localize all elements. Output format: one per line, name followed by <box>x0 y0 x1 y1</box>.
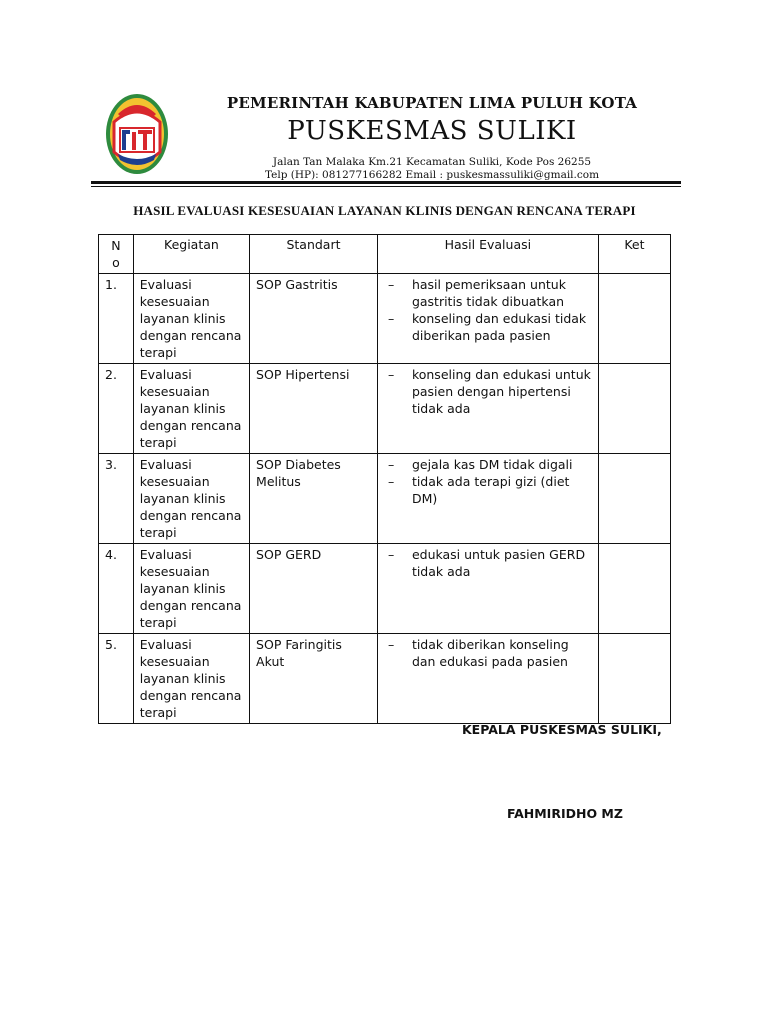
document-title: HASIL EVALUASI KESESUAIAN LAYANAN KLINIS DENGAN RENCANA TERAPI <box>133 203 636 218</box>
row-no: 4. <box>99 544 134 634</box>
address-line-2: Telp (HP): 081277166282 Email : puskesmassuliki@gmail.com <box>264 169 600 181</box>
table-row <box>99 544 671 634</box>
bullet-dash: – <box>387 547 395 562</box>
row-hasil <box>377 274 598 364</box>
evaluation-table <box>98 234 671 724</box>
table-row <box>99 364 671 454</box>
row-standart: SOP Diabetes Melitus <box>250 454 378 544</box>
letterhead <box>200 94 664 182</box>
row-ket <box>598 544 670 634</box>
row-hasil <box>377 364 598 454</box>
header-standart: Standart <box>250 235 378 274</box>
bullet-dash: – <box>387 637 395 652</box>
row-standart: SOP GERD <box>250 544 378 634</box>
table-header-row <box>99 235 671 274</box>
row-no: 2. <box>99 364 134 454</box>
address-line-1: Jalan Tan Malaka Km.21 Kecamatan Suliki, Kode Pos 26255 <box>272 156 592 168</box>
letterhead-rule-thick <box>91 181 681 184</box>
header-ket: Ket <box>598 235 670 274</box>
row-no: 1. <box>99 274 134 364</box>
header-no: N o <box>99 235 134 274</box>
row-kegiatan: Evaluasi kesesuaian layanan klinis dengan rencana terapi <box>133 634 249 724</box>
bullet-dash: – <box>387 474 395 489</box>
letterhead-rule-thin <box>91 186 681 187</box>
row-standart: SOP Hipertensi <box>250 364 378 454</box>
bullet-dash: – <box>387 277 395 292</box>
government-name: PEMERINTAH KABUPATEN LIMA PULUH KOTA <box>226 94 638 112</box>
evaluation-item: – konseling dan edukasi untuk pasien dengan hipertensi tidak ada <box>387 367 591 416</box>
row-kegiatan: Evaluasi kesesuaian layanan klinis dengan rencana terapi <box>133 364 249 454</box>
row-kegiatan: Evaluasi kesesuaian layanan klinis dengan rencana terapi <box>133 544 249 634</box>
row-no: 3. <box>99 454 134 544</box>
header-hasil-evaluasi: Hasil Evaluasi <box>377 235 598 274</box>
table-row <box>99 274 671 364</box>
evaluation-item: – konseling dan edukasi tidak diberikan pada pasien <box>387 311 587 343</box>
row-hasil <box>377 544 598 634</box>
table-row <box>99 454 671 544</box>
row-ket <box>598 634 670 724</box>
evaluation-item: – tidak diberikan konseling dan edukasi pada pasien <box>387 637 569 669</box>
row-no: 5. <box>99 634 134 724</box>
bullet-dash: – <box>387 311 395 326</box>
evaluation-item: – hasil pemeriksaan untuk gastritis tidak dibuatkan <box>387 277 566 309</box>
signature-role: KEPALA PUSKESMAS SULIKI, <box>462 722 662 737</box>
row-hasil <box>377 634 598 724</box>
row-ket <box>598 364 670 454</box>
row-ket <box>598 454 670 544</box>
row-kegiatan: Evaluasi kesesuaian layanan klinis dengan rencana terapi <box>133 274 249 364</box>
table-row <box>99 634 671 724</box>
row-standart: SOP Gastritis <box>250 274 378 364</box>
bullet-dash: – <box>387 457 395 472</box>
signature-name: FAHMIRIDHO MZ <box>507 806 623 821</box>
row-standart: SOP Faringitis Akut <box>250 634 378 724</box>
row-kegiatan: Evaluasi kesesuaian layanan klinis dengan rencana terapi <box>133 454 249 544</box>
institution-name: PUSKESMAS SULIKI <box>287 116 577 146</box>
evaluation-item: – gejala kas DM tidak digali <box>387 457 573 472</box>
header-kegiatan: Kegiatan <box>133 235 249 274</box>
row-ket <box>598 274 670 364</box>
evaluation-item: – tidak ada terapi gizi (diet DM) <box>387 474 570 506</box>
row-hasil <box>377 454 598 544</box>
evaluation-item: – edukasi untuk pasien GERD tidak ada <box>387 547 586 579</box>
regency-emblem-icon <box>104 92 170 176</box>
bullet-dash: – <box>387 367 395 382</box>
